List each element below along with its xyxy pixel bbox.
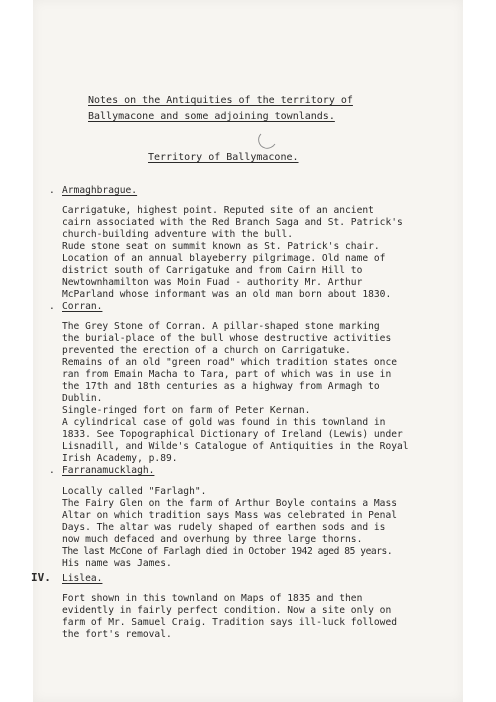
- section-3-line: The last McCone of Farlagh died in October 1942 aged 85 years.: [62, 546, 393, 557]
- section-4-heading: Lislea.: [62, 573, 103, 584]
- section-1-line: McParland whose informant was an old man born about 1830.: [62, 289, 392, 300]
- section-4-marker: IV.: [31, 571, 51, 584]
- section-3-line: Days. The altar was rudely shaped of earthen sods and is: [62, 522, 386, 533]
- section-1-line: church-building adventure with the bull.: [62, 229, 294, 240]
- section-1-line: Location of an annual blayeberry pilgrimage. Old name of: [62, 253, 386, 264]
- section-4-line: evidently in fairly perfect condition. Now a site only on: [62, 605, 392, 616]
- section-2-line: ran from Emain Macha to Tara, part of which was in use in: [62, 369, 392, 380]
- section-2-heading: Corran.: [62, 301, 103, 312]
- document-page: [33, 0, 463, 702]
- section-1-line: district south of Carrigatuke and from Cairn Hill to: [62, 265, 363, 276]
- section-2-line: Remains of an old "green road" which tradition states once: [62, 357, 398, 368]
- section-3-line: Locally called "Farlagh".: [62, 486, 207, 497]
- document-subtitle: Territory of Ballymacone.: [148, 152, 299, 163]
- pencil-mark: [255, 132, 279, 154]
- section-2-line: Dublin.: [62, 393, 103, 404]
- section-1-line: Carrigatuke, highest point. Reputed site of an ancient: [62, 205, 374, 216]
- section-2-line: The Grey Stone of Corran. A pillar-shaped stone marking: [62, 321, 380, 332]
- section-1-heading: Armaghbrague.: [62, 185, 138, 196]
- section-3-line: now much defaced and overhung by three large thorns.: [62, 534, 363, 545]
- document-title-line-2: Ballymacone and some adjoining townlands.: [88, 111, 335, 122]
- section-3-line: His name was James.: [62, 558, 172, 569]
- section-4-line: farm of Mr. Samuel Craig. Tradition says ill-luck followed: [62, 617, 398, 628]
- section-2-line: Single-ringed fort on farm of Peter Kernan.: [62, 405, 311, 416]
- section-1-marker: .: [49, 185, 55, 196]
- section-2-line: Irish Academy, p.89.: [62, 453, 178, 464]
- section-1-line: cairn associated with the Red Branch Saga and St. Patrick's: [62, 217, 403, 228]
- section-3-heading: Farranamucklagh.: [62, 465, 155, 476]
- section-3-marker: .: [49, 465, 55, 476]
- section-2-line: the burial-place of the bull whose destructive activities: [62, 333, 392, 344]
- section-2-line: the 17th and 18th centuries as a highway from Armagh to: [62, 381, 380, 392]
- section-4-line: Fort shown in this townland on Maps of 1835 and then: [62, 593, 363, 604]
- section-2-line: Lisnadill, and Wilde's Catalogue of Antiquities in the Royal: [62, 441, 409, 452]
- section-1-line: Newtownhamilton was Moin Fuad - authority Mr. Arthur: [62, 277, 363, 288]
- section-1-line: Rude stone seat on summit known as St. Patrick's chair.: [62, 241, 380, 252]
- section-2-line: A cylindrical case of gold was found in this townland in: [62, 417, 386, 428]
- section-3-line: The Fairy Glen on the farm of Arthur Boyle contains a Mass: [62, 498, 398, 509]
- section-2-marker: .: [49, 301, 55, 312]
- document-title-line-1: Notes on the Antiquities of the territory of: [88, 95, 353, 106]
- section-2-line: 1833. See Topographical Dictionary of Ireland (Lewis) under: [62, 429, 403, 440]
- section-3-line: Altar on which tradition says Mass was celebrated in Penal: [62, 510, 398, 521]
- section-4-line: the fort's removal.: [62, 629, 172, 640]
- section-2-line: prevented the erection of a church on Carrigatuke.: [62, 345, 351, 356]
